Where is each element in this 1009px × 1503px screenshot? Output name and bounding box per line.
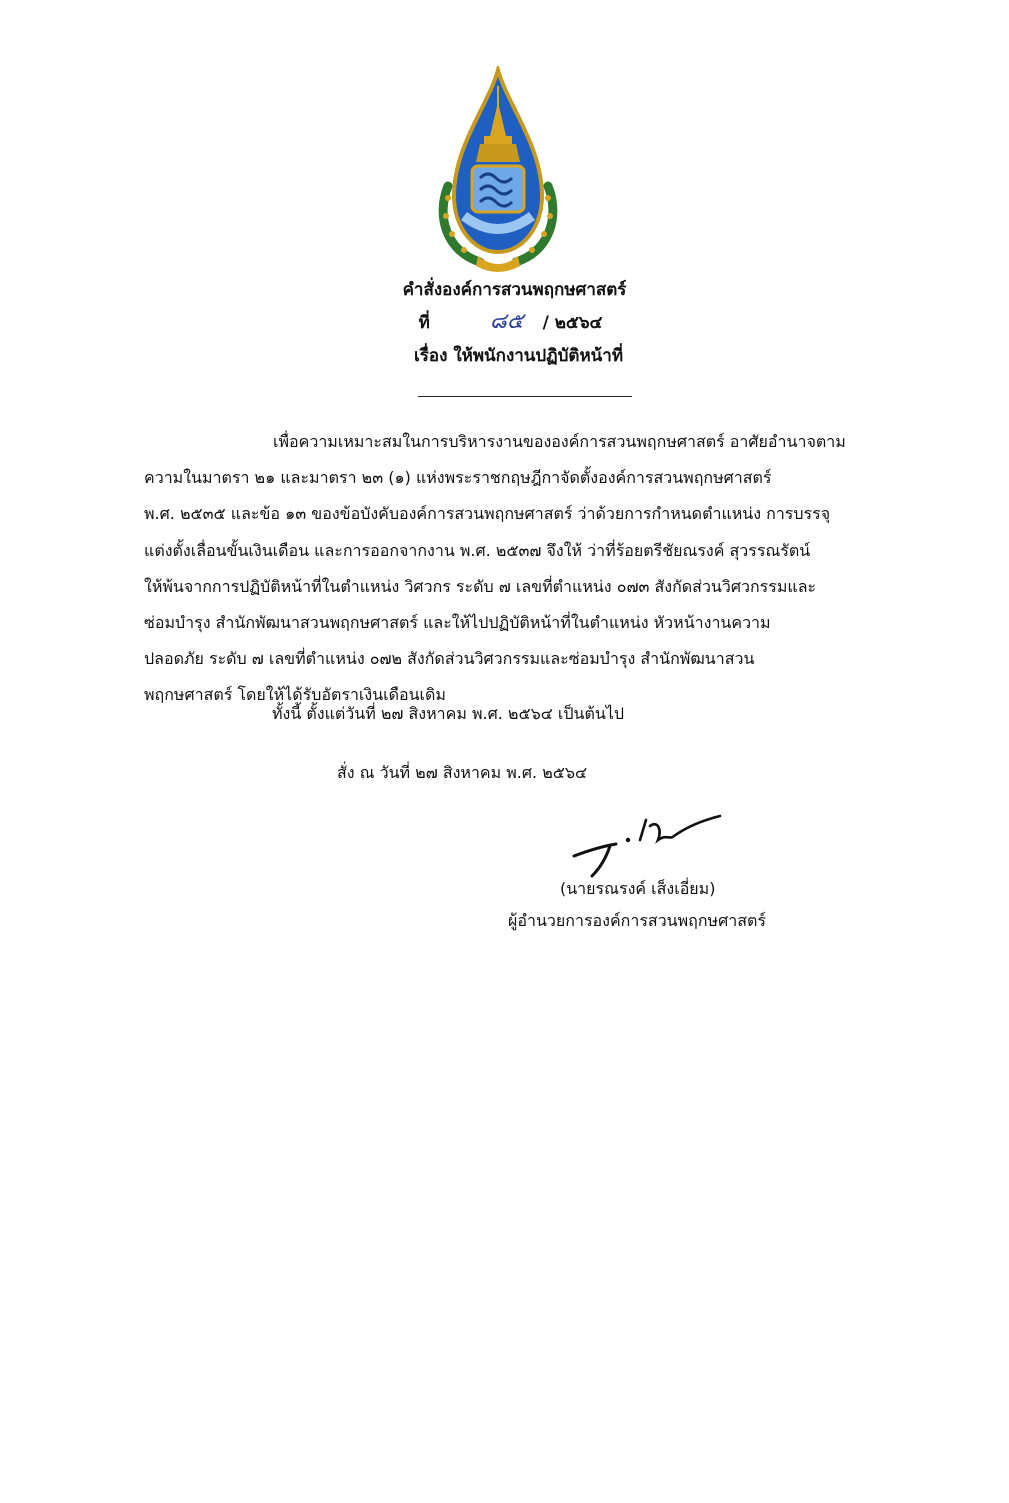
body-line: พฤกษศาสตร์ โดยให้ได้รับอัตราเงินเดือนเดิม <box>144 685 446 705</box>
body-line: ปลอดภัย ระดับ ๗ เลขที่ตำแหน่ง ๐๗๒ สังกัดส่วนวิศวกรรมและซ่อมบำรุง สำนักพัฒนาสวน <box>144 649 755 669</box>
body-line: เพื่อความเหมาะสมในการบริหารงานขององค์การสวนพฤกษศาสตร์ อาศัยอำนาจตาม <box>273 432 846 451</box>
divider-line <box>418 396 632 397</box>
order-number-label: ที่ <box>418 313 430 333</box>
order-number <box>6 310 1009 335</box>
org-logo-icon <box>428 66 568 276</box>
order-date: สั่ง ณ วันที่ ๒๗ สิงหาคม พ.ศ. ๒๕๖๔ <box>337 763 588 782</box>
body-line: พ.ศ. ๒๕๓๕ และข้อ ๑๓ ของข้อบังคับองค์การสวนพฤกษศาสตร์ ว่าด้วยการกำหนดตำแหน่ง การบรรจุ <box>144 504 831 524</box>
order-number-year: / ๒๕๖๔ <box>542 313 603 333</box>
order-body <box>144 424 890 714</box>
effective-date: ทั้งนี้ ตั้งแต่วันที่ ๒๗ สิงหาคม พ.ศ. ๒๕๖๔ เป็นต้นไป <box>272 704 625 723</box>
body-line: ความในมาตรา ๒๑ และมาตรา ๒๓ (๑) แห่งพระราชกฤษฎีกาจัดตั้งองค์การสวนพฤกษศาสตร์ <box>144 468 772 488</box>
signer-name: (นายรณรงค์ เส็งเอี่ยม) <box>560 879 716 898</box>
body-line: ให้พ้นจากการปฏิบัติหน้าที่ในตำแหน่ง วิศวกร ระดับ ๗ เลขที่ตำแหน่ง ๐๗๓ สังกัดส่วนวิศวกรรมและ <box>144 576 817 596</box>
order-title: คำสั่งองค์การสวนพฤกษศาสตร์ <box>402 280 627 300</box>
body-line: ซ่อมบำรุง สำนักพัฒนาสวนพฤกษศาสตร์ และให้ไปปฏิบัติหน้าที่ในตำแหน่ง หัวหน้างานความ <box>144 613 771 633</box>
body-line: แต่งตั้งเลื่อนขั้นเงินเดือน และการออกจากงาน พ.ศ. ๒๕๓๗ จึงให้ ว่าที่ร้อยตรีชัยณรงค์ สุวรรณรัตน์ <box>144 540 811 560</box>
order-number-value: ๘๕ <box>489 309 524 334</box>
order-subject: เรื่อง ให้พนักงานปฏิบัติหน้าที่ <box>413 346 624 366</box>
signer-position: ผู้อำนวยการองค์การสวนพฤกษศาสตร์ <box>508 911 766 930</box>
handwritten-signature-icon <box>570 810 730 880</box>
